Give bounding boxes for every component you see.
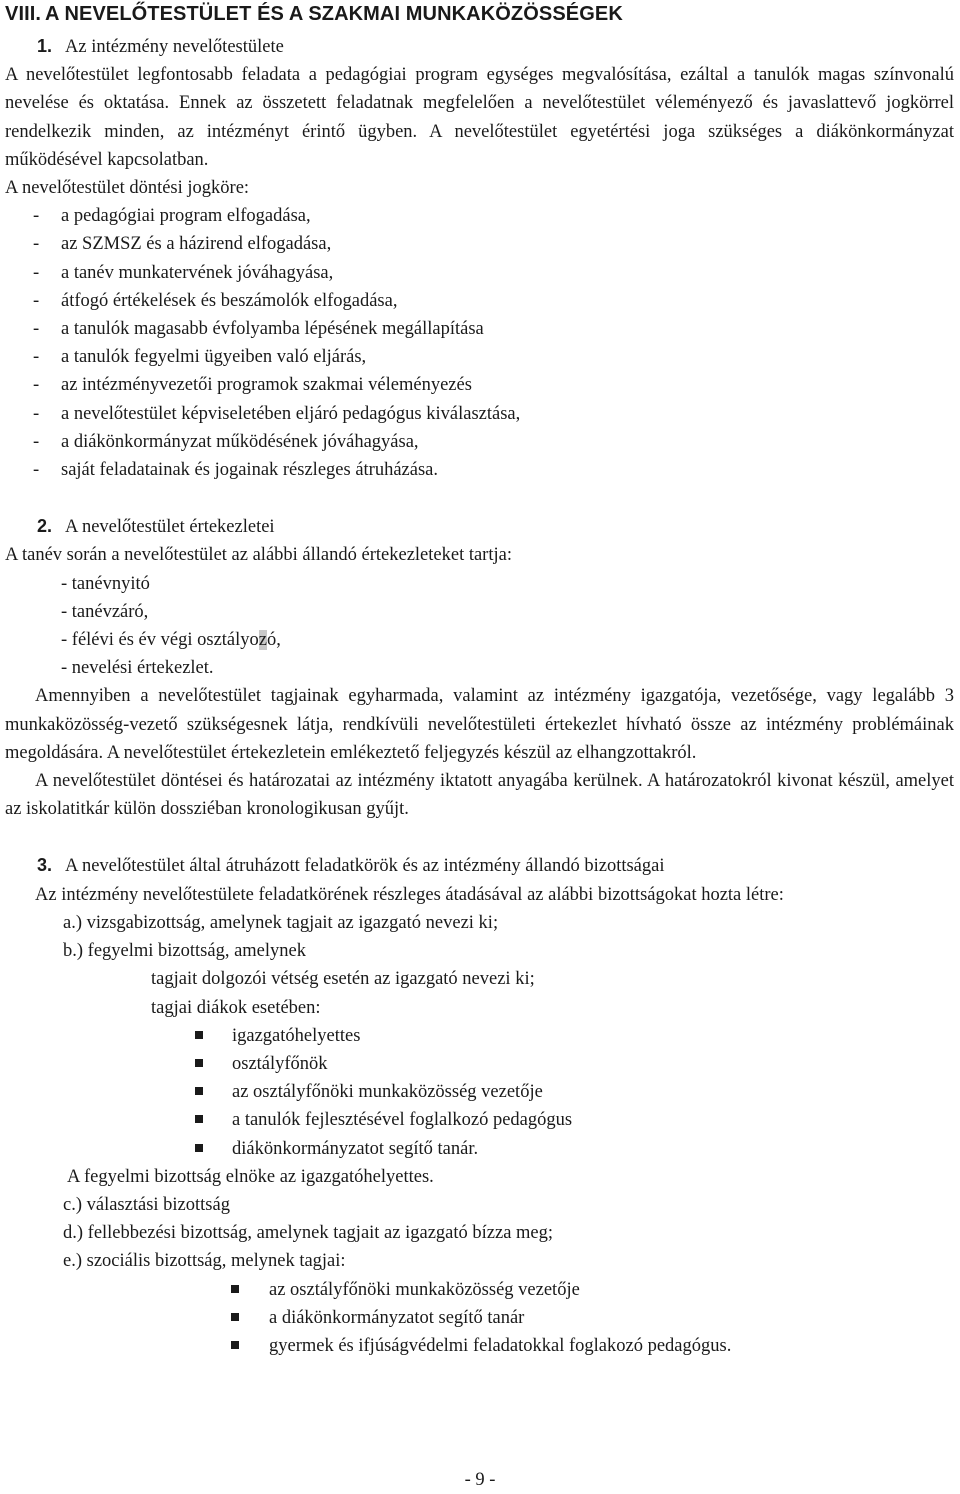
section-2-paragraph-2: A nevelőtestület döntései és határozatai az intézmény iktatott anyagába kerülnek. A határozatokról kivonat készül, amelyet az iskolatitkár külön dossziéban kronologikusan gyűjt. [5,771,954,820]
section-3-number: 3. [37,855,53,876]
list-item: - átfogó értékelések és beszámolók elfogadása, [5,287,954,315]
committee-b-sub-1: tagjait dolgozói vétség esetén az igazgató nevezi ki; [151,969,535,990]
list-item [5,1332,954,1360]
decision-list [5,202,954,484]
page-number: - 9 - [464,1470,496,1490]
list-item [5,1078,954,1106]
list-item [5,1135,954,1163]
committee-a: a.) vizsgabizottság, amelynek tagjait az igazgató nevezi ki; [63,912,499,933]
list-item-tail: ó, [267,630,281,651]
list-item: - az intézményvezetői programok szakmai véleményezés [5,371,954,399]
section-3-intro: Az intézmény nevelőtestülete feladatkörének részleges átadásával az alábbi bizottságokat hozta létre: [35,884,784,905]
list-item-text: diákönkormányzatot segítő tanár. [232,1138,479,1159]
list-item: - a pedagógiai program elfogadása, [5,202,954,230]
list-item: - a diákönkormányzat működésének jóváhagyása, [5,428,954,456]
section-1-intro: A nevelőtestület legfontosabb feladata a pedagógiai program egységes megvalósítása, ezáltal a tanulók magas színvonalú nevelése és oktatása. Ennek az összetett feladatnak megfelelően a nevelőtestület véleményező és javaslattevő jogkörrel rendelkezik minden, az intézményt érintő ügyben. A nevelőtestület egyetértési joga szükséges a diákönkormányzat működésével kapcsolatban. [5,65,954,170]
committee-b: b.) fegyelmi bizottság, amelynek [63,941,306,962]
square-bullet-icon [231,1285,239,1293]
list-item [5,626,954,654]
square-bullet-icon [231,1313,239,1321]
list-item: - a tanév munkatervének jóváhagyása, [5,259,954,287]
text-highlight: z [258,630,267,651]
chapter-number: VIII. [5,3,42,25]
chapter-title: A NEVELŐTESTÜLET ÉS A SZAKMAI MUNKAKÖZÖSSÉGEK [45,3,623,25]
square-bullet-icon [195,1144,203,1152]
list-item-text: igazgatóhelyettes [232,1025,361,1046]
list-item: - az SZMSZ és a házirend elfogadása, [5,230,954,258]
section-1-number: 1. [37,36,53,56]
list-item [5,1304,954,1332]
section-1-title [5,32,954,61]
square-bullet-icon [195,1031,203,1039]
list-item-text: gyermek és ifjúságvédelmi feladatokkal foglakozó pedagógus. [269,1335,732,1356]
section-2-paragraph-1: Amennyiben a nevelőtestület tagjainak egyharmada, valamint az intézmény igazgatója, vezetősége, vagy legalább 3 munkaközösség-vezető szükségesnek látja, rendkívüli nevelőtestületi értekezlet hívható össze az intézmény problémáinak megoldására. A nevelőtestület értekezletein emlékeztető feljegyzés készül az elhangzottakról. [5,686,954,763]
list-item-text: az osztályfőnöki munkaközösség vezetője [232,1082,543,1103]
list-item: - a tanulók magasabb évfolyamba lépésének megállapítása [5,315,954,343]
square-bullet-icon [231,1341,239,1349]
square-bullet-icon [195,1059,203,1067]
list-item: - a nevelőtestület képviseletében eljáró pedagógus kiválasztása, [5,400,954,428]
list-item-text: az osztályfőnöki munkaközösség vezetője [269,1279,580,1300]
list-item [5,1022,954,1050]
list-item [5,1276,954,1304]
committee-e-members [5,1276,954,1361]
decision-title: A nevelőtestület döntési jogköre: [5,178,250,199]
section-2-title-text: A nevelőtestület értekezletei [65,517,275,538]
list-item: - tanévzáró, [61,601,149,622]
list-item-text: a tanulók fejlesztésével foglalkozó pedagógus [232,1110,573,1131]
list-item: - nevelési értekezlet. [61,658,214,679]
list-item: - tanévnyitó [61,573,150,594]
section-2-intro: A tanév során a nevelőtestület az alábbi állandó értekezleteket tartja: [5,545,512,566]
committee-e: e.) szociális bizottság, melynek tagjai: [63,1251,346,1272]
committee-c: c.) választási bizottság [63,1194,230,1215]
list-item: - a tanulók fegyelmi ügyeiben való eljárás, [5,343,954,371]
committee-b-members [5,1022,954,1163]
spacer [5,823,954,851]
page-content [0,2,960,1360]
square-bullet-icon [195,1115,203,1123]
list-item [5,1106,954,1134]
section-2-number: 2. [37,516,53,537]
list-item-text: a diákönkormányzatot segítő tanár [269,1307,525,1328]
section-1-title-text: Az intézmény nevelőtestülete [65,37,284,57]
square-bullet-icon [195,1087,203,1095]
list-item [5,1050,954,1078]
chapter-heading [5,2,954,26]
section-3-title [5,851,954,880]
list-item: - saját feladatainak és jogainak részleges átruházása. [5,456,954,484]
spacer [5,484,954,512]
section-3-title-text: A nevelőtestület által átruházott feladatkörök és az intézmény állandó bizottságai [65,856,665,877]
section-2-title [5,512,954,541]
committee-b-chair: A fegyelmi bizottság elnöke az igazgatóhelyettes. [67,1166,434,1187]
committee-d: d.) fellebbezési bizottság, amelynek tagjait az igazgató bízza meg; [63,1223,554,1244]
meeting-list [5,570,954,683]
list-item-text: osztályfőnök [232,1053,328,1074]
committee-b-sub-2: tagjai diákok esetében: [151,997,321,1018]
list-item-text: - félévi és év végi osztályo [61,630,259,651]
